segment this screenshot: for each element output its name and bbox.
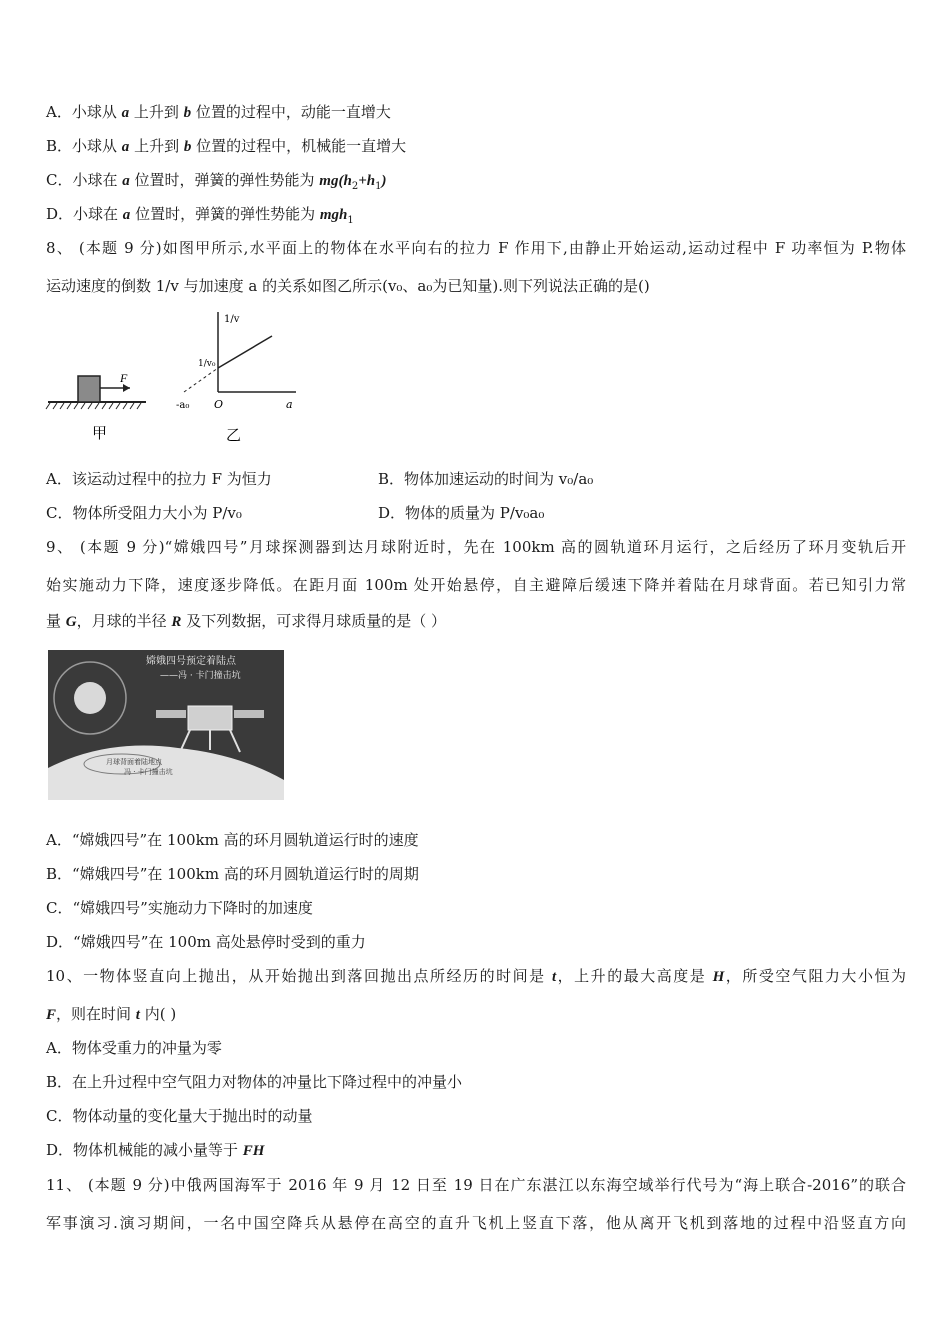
- q7-b-text: B．小球从: [46, 137, 122, 155]
- moon-icon: [74, 682, 106, 714]
- change4-photo: [48, 650, 284, 800]
- subscript: 2: [351, 181, 359, 192]
- q8-option-b: B．物体加速运动的时间为 v₀/a₀: [378, 470, 594, 488]
- q10-text: 内( ): [139, 1005, 177, 1023]
- q7-d-text: D．小球在: [46, 205, 123, 223]
- origin-label: O: [214, 398, 224, 411]
- formula: mgh: [319, 207, 348, 223]
- q7-b-text3: 位置的过程中，机械能一直增大: [191, 137, 407, 155]
- formula: +h: [358, 173, 376, 189]
- figure-jia: [44, 356, 154, 446]
- photo-title1: 嫦娥四号预定着陆点: [146, 656, 236, 667]
- var-G: G: [65, 614, 77, 630]
- var-a: a: [122, 173, 130, 189]
- var-b: b: [183, 105, 192, 121]
- arrow-head-icon: [123, 384, 130, 392]
- q7-a-text3: 位置的过程中，动能一直增大: [191, 103, 391, 121]
- q8-option-a: A．该运动过程中的拉力 F 为恒力: [46, 470, 272, 488]
- q7-a-text2: 上升到: [129, 103, 184, 121]
- q7-a-text: A．小球从: [46, 103, 122, 121]
- caption-jia: 甲: [92, 424, 108, 442]
- q10-option-d: [46, 1140, 264, 1161]
- q10-text: ，则在时间: [56, 1005, 136, 1023]
- q10-d-text: D．物体机械能的减小量等于: [46, 1141, 243, 1159]
- var-a: a: [122, 207, 131, 223]
- q9-stem-line2: 始实施动力下降，速度逐步降低。在距月面 100m 处开始悬停，自主避障后缓速下降并着陆在月球背面。若已知引力常: [46, 576, 906, 594]
- q9-stem-line3: [46, 611, 446, 632]
- block: [78, 376, 100, 402]
- q10-text: ，上升的最大高度是: [556, 967, 713, 985]
- ground-hatch: [46, 403, 141, 409]
- q10-option-b: B．在上升过程中空气阻力对物体的冲量比下降过程中的冲量小: [46, 1073, 463, 1091]
- q10-text: 10、一物体竖直向上抛出，从开始抛出到落回抛出点所经历的时间是: [46, 967, 552, 985]
- formula: ): [381, 173, 387, 189]
- q9-option-c: C．“嫦娥四号”实施动力下降时的加速度: [46, 899, 313, 917]
- q7-option-c: [46, 170, 386, 197]
- q9-option-a: A．“嫦娥四号”在 100km 高的环月圆轨道运行时的速度: [46, 831, 419, 849]
- caption-yi: 乙: [226, 426, 242, 444]
- x-label: a: [286, 398, 293, 411]
- photo-bottom2: 冯 · 卡门撞击坑: [124, 768, 173, 776]
- graph-line: [218, 336, 272, 368]
- y-label: 1/v: [224, 314, 240, 325]
- q7-c-text2: 位置时，弹簧的弹性势能为: [129, 171, 320, 189]
- q8-stem-line1: 8、 (本题 9 分)如图甲所示,水平面上的物体在水平向右的拉力 F 作用下,由静止开始运动,运动过程中 F 功率恒为 P.物体: [46, 239, 906, 257]
- formula: mg(h: [319, 173, 352, 189]
- q7-option-d: [46, 204, 354, 231]
- q7-option-b: [46, 136, 406, 157]
- q8-option-d: D．物体的质量为 P/v₀a₀: [378, 504, 545, 522]
- q9-text: ，月球的半径: [76, 612, 172, 630]
- var-t: t: [135, 1007, 140, 1023]
- q10-option-c: C．物体动量的变化量大于抛出时的动量: [46, 1107, 313, 1125]
- q8-option-c: C．物体所受阻力大小为 P/v₀: [46, 504, 242, 522]
- extension-dashed: [184, 368, 218, 392]
- neg-a0-label: -a₀: [176, 400, 190, 411]
- subscript: 1: [347, 215, 354, 226]
- q7-option-a: [46, 102, 391, 123]
- q11-stem-line2: 军事演习.演习期间，一名中国空降兵从悬停在高空的直升飞机上竖直下落，他从离开飞机到落地的过程中沿竖直方向: [46, 1214, 906, 1232]
- subscript: 1: [375, 181, 382, 192]
- figure-yi: [172, 306, 302, 446]
- q7-d-text2: 位置时，弹簧的弹性势能为: [130, 205, 320, 223]
- var-R: R: [171, 614, 182, 630]
- var-H: H: [712, 969, 725, 985]
- photo-bottom1: 月球背面着陆地点: [106, 758, 162, 766]
- q10-option-a: A．物体受重力的冲量为零: [46, 1039, 222, 1057]
- intercept-label: 1/v₀: [198, 359, 216, 369]
- q9-stem-line1: 9、 (本题 9 分)“嫦娥四号”月球探测器到达月球附近时，先在 100km 高的圆轨道环月运行，之后经历了环月变轨后开: [46, 538, 906, 556]
- q9-text: 及下列数据，可求得月球质量的是（ ）: [181, 612, 446, 630]
- q7-b-text2: 上升到: [129, 137, 184, 155]
- q10-stem-line2: [46, 1004, 176, 1025]
- q10-stem-line1: [46, 966, 906, 987]
- q9-option-d: D．“嫦娥四号”在 100m 高处悬停时受到的重力: [46, 933, 366, 951]
- photo-title2: ——冯 · 卡门撞击坑: [160, 671, 241, 681]
- q9-option-b: B．“嫦娥四号”在 100km 高的环月圆轨道运行时的周期: [46, 865, 419, 883]
- force-label: F: [120, 371, 128, 385]
- var-b: b: [183, 139, 192, 155]
- var-FH: FH: [242, 1143, 265, 1159]
- var-a: a: [121, 139, 130, 155]
- q11-stem-line1: 11、 (本题 9 分)中俄两国海军于 2016 年 9 月 12 日至 19 日在广东湛江以东海空域举行代号为“海上联合-2016”的联合: [46, 1176, 906, 1194]
- q8-stem-line2: 运动速度的倒数 1/v 与加速度 a 的关系如图乙所示(v₀、a₀为已知量).则下列说法正确的是(): [46, 277, 650, 295]
- q9-text: 量: [46, 612, 66, 630]
- var-t: t: [551, 969, 557, 985]
- var-F: F: [46, 1007, 57, 1023]
- var-a: a: [121, 105, 130, 121]
- q10-text: ，所受空气阻力大小恒为: [724, 967, 906, 985]
- q7-c-text: C．小球在: [46, 171, 123, 189]
